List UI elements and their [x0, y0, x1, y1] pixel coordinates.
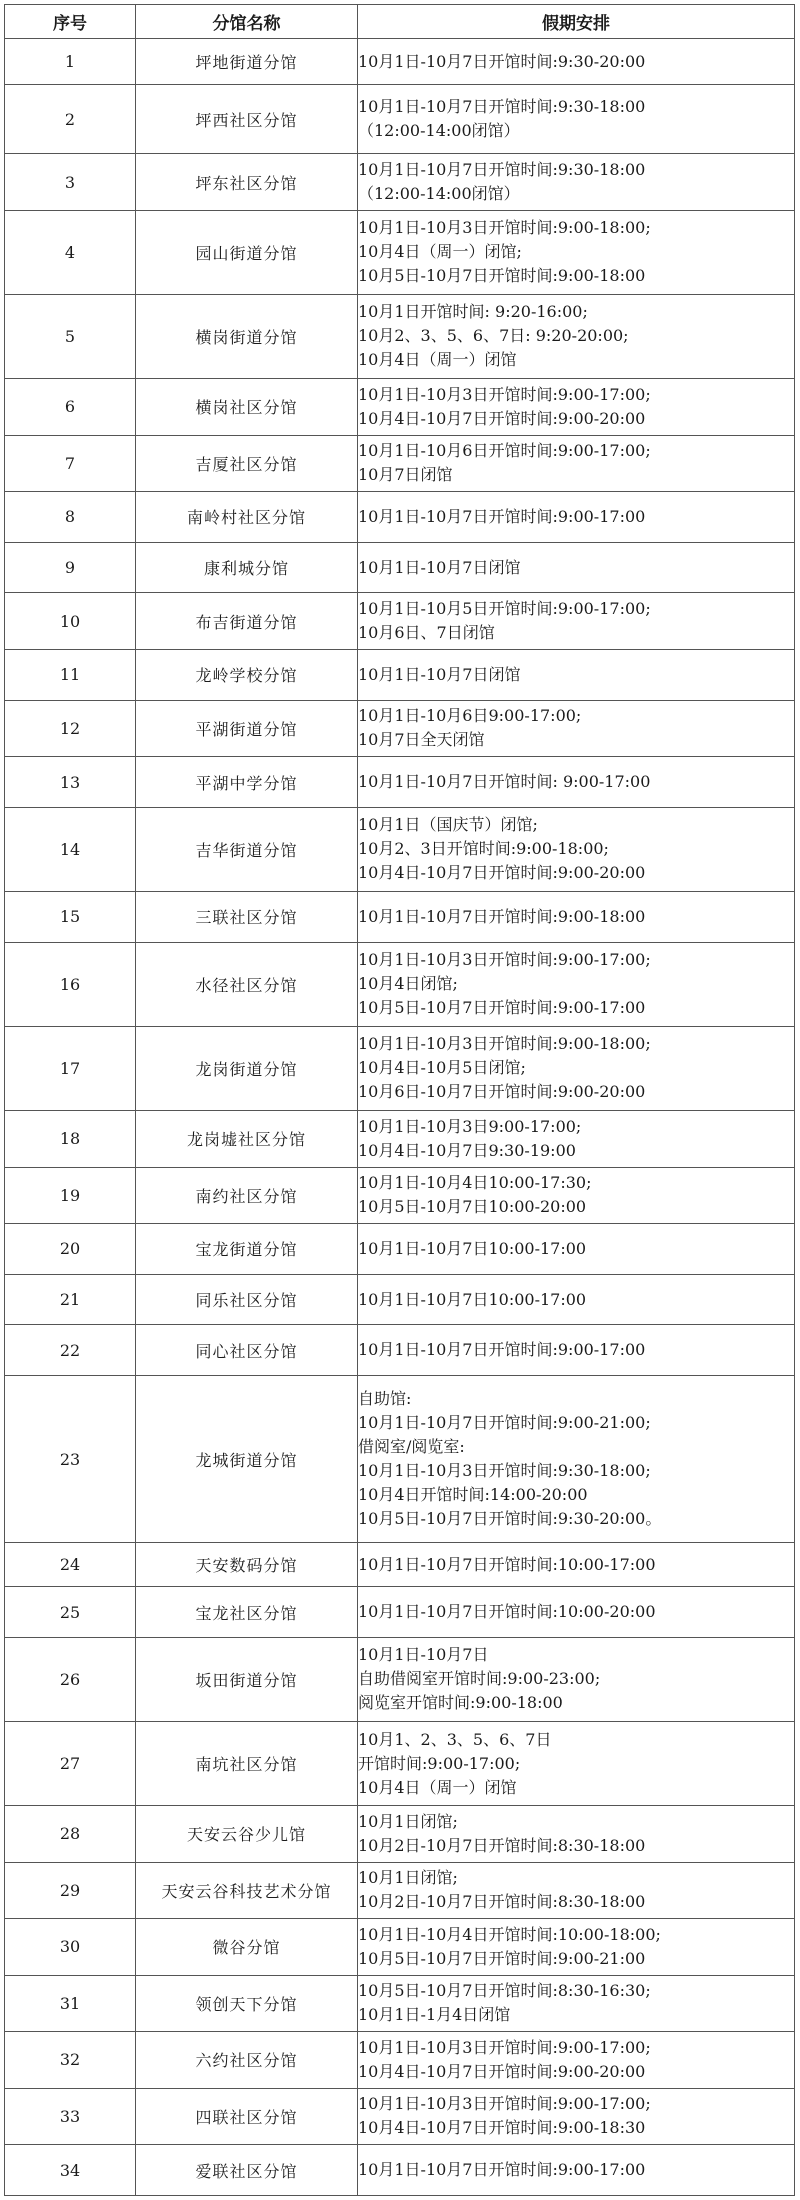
schedule-line: 10月1日-10月7日开馆时间:9:30-18:00: [358, 97, 646, 117]
holiday-schedule: [358, 1167, 795, 1223]
schedule-line: 10月4日（周一）闭馆;: [358, 242, 522, 262]
table-row: [5, 2088, 795, 2144]
row-number: 13: [5, 757, 136, 808]
schedule-line: 10月1日-10月3日开馆时间:9:00-17:00;: [358, 950, 651, 970]
branch-name: 南坑社区分馆: [136, 1722, 358, 1806]
holiday-schedule: [358, 294, 795, 378]
schedule-line: 10月1日（国庆节）闭馆;: [358, 815, 538, 835]
schedule-line: 10月1日-10月7日开馆时间:10:00-20:00: [358, 1602, 656, 1621]
table-row: [5, 942, 795, 1026]
row-number: 12: [5, 700, 136, 756]
row-number: 7: [5, 435, 136, 491]
table-row: [5, 1111, 795, 1167]
header-schedule: 假期安排: [358, 5, 795, 39]
table-row: [5, 1274, 795, 1325]
row-number: 8: [5, 492, 136, 543]
holiday-schedule: [358, 1111, 795, 1167]
schedule-line: 10月1日-10月7日开馆时间:9:00-17:00: [358, 1340, 646, 1360]
holiday-schedule: [358, 1325, 795, 1376]
branch-name: 龙岗街道分馆: [136, 1026, 358, 1110]
row-number: 24: [5, 1543, 136, 1587]
schedule-line: 借阅室/阅览室:: [358, 1437, 465, 1457]
schedule-line: 10月1日-10月4日开馆时间:10:00-18:00;: [358, 1924, 661, 1944]
table-row: [5, 700, 795, 756]
holiday-schedule: [358, 1543, 795, 1587]
holiday-schedule: [358, 542, 795, 593]
branch-name: 南约社区分馆: [136, 1167, 358, 1223]
schedule-line: 10月4日（周一）闭馆: [358, 350, 517, 370]
table-row: [5, 1919, 795, 1975]
schedule-line: 10月1日开馆时间: 9:20-16:00;: [358, 302, 588, 322]
holiday-schedule: [358, 1975, 795, 2031]
schedule-line: 10月1日-10月7日10:00-17:00: [358, 1238, 587, 1258]
schedule-line: 10月5日-10月7日开馆时间:9:00-21:00: [358, 1948, 646, 1968]
table-row: [5, 892, 795, 943]
schedule-line: 10月1日-10月3日开馆时间:9:30-18:00;: [358, 1461, 651, 1481]
row-number: 3: [5, 154, 136, 210]
branch-name: 宝龙社区分馆: [136, 1587, 358, 1638]
branch-name: 平湖街道分馆: [136, 700, 358, 756]
schedule-line: 10月2日-10月7日开馆时间:8:30-18:00: [358, 1835, 646, 1855]
branch-name: 水径社区分馆: [136, 942, 358, 1026]
holiday-schedule: [358, 2145, 795, 2196]
table-row: [5, 593, 795, 649]
table-row: [5, 85, 795, 154]
holiday-schedule: [358, 85, 795, 154]
schedule-line: 10月4日-10月7日开馆时间:9:00-18:30: [358, 2118, 646, 2138]
holiday-schedule: [358, 892, 795, 943]
branch-name: 吉厦社区分馆: [136, 435, 358, 491]
holiday-schedule: [358, 649, 795, 700]
schedule-line: 开馆时间:9:00-17:00;: [358, 1753, 521, 1773]
header-row: [5, 5, 795, 39]
schedule-line: 10月5日-10月7日开馆时间:8:30-16:30;: [358, 1981, 651, 2001]
table-row: [5, 1587, 795, 1638]
schedule-line: 10月1日闭馆;: [358, 1868, 458, 1888]
table-body: [5, 39, 795, 2196]
holiday-schedule: [358, 1862, 795, 1918]
schedule-line: 10月6日-10月7日开馆时间:9:00-20:00: [358, 1082, 646, 1102]
schedule-line: 自助馆:: [358, 1389, 412, 1409]
branch-name: 平湖中学分馆: [136, 757, 358, 808]
schedule-line: 10月1日-10月7日10:00-17:00: [358, 1289, 587, 1309]
row-number: 2: [5, 85, 136, 154]
schedule-line: 10月4日-10月5日闭馆;: [358, 1058, 526, 1078]
row-number: 30: [5, 1919, 136, 1975]
holiday-schedule: [358, 1587, 795, 1638]
holiday-schedule: [358, 154, 795, 210]
holiday-schedule: [358, 1026, 795, 1110]
row-number: 18: [5, 1111, 136, 1167]
branch-name: 天安云谷少儿馆: [136, 1806, 358, 1862]
table-row: [5, 1637, 795, 1721]
table-row: [5, 39, 795, 85]
branch-name: 吉华街道分馆: [136, 807, 358, 891]
schedule-line: 10月4日-10月7日9:30-19:00: [358, 1140, 576, 1160]
branch-name: 龙岭学校分馆: [136, 649, 358, 700]
row-number: 6: [5, 379, 136, 435]
table-row: [5, 1722, 795, 1806]
holiday-schedule: [358, 1919, 795, 1975]
schedule-line: 10月1日-10月7日开馆时间:9:30-20:00: [358, 51, 646, 71]
table-row: [5, 1167, 795, 1223]
schedule-line: 10月1日-10月3日9:00-17:00;: [358, 1116, 582, 1136]
schedule-line: 10月4日-10月7日开馆时间:9:00-20:00: [358, 2061, 646, 2081]
table-row: [5, 294, 795, 378]
schedule-line: 10月1日-10月7日开馆时间:9:00-21:00;: [358, 1413, 651, 1433]
table-row: [5, 492, 795, 543]
schedule-line: 10月2、3日开馆时间:9:00-18:00;: [358, 839, 609, 859]
table-row: [5, 1862, 795, 1918]
branch-name: 龙城街道分馆: [136, 1376, 358, 1543]
branch-name: 爱联社区分馆: [136, 2145, 358, 2196]
holiday-schedule: [358, 807, 795, 891]
row-number: 23: [5, 1376, 136, 1543]
row-number: 22: [5, 1325, 136, 1376]
table-row: [5, 1325, 795, 1376]
schedule-line: 10月5日-10月7日开馆时间:9:00-18:00: [358, 266, 646, 286]
row-number: 11: [5, 649, 136, 700]
schedule-line: 10月4日-10月7日开馆时间:9:00-20:00: [358, 863, 646, 883]
schedule-line: 10月7日全天闭馆: [358, 730, 485, 750]
holiday-schedule: [358, 942, 795, 1026]
row-number: 31: [5, 1975, 136, 2031]
schedule-line: 10月1日-10月7日开馆时间:9:00-17:00: [358, 2160, 646, 2180]
holiday-schedule: [358, 757, 795, 808]
table-row: [5, 807, 795, 891]
row-number: 16: [5, 942, 136, 1026]
holiday-schedule: [358, 1274, 795, 1325]
row-number: 29: [5, 1862, 136, 1918]
branch-name: 布吉街道分馆: [136, 593, 358, 649]
schedule-line: 10月1日-10月3日开馆时间:9:00-17:00;: [358, 2037, 651, 2057]
branch-name: 横岗街道分馆: [136, 294, 358, 378]
schedule-line: 10月1日-10月6日开馆时间:9:00-17:00;: [358, 441, 651, 461]
branch-name: 六约社区分馆: [136, 2032, 358, 2088]
table-row: [5, 1376, 795, 1543]
branch-name: 同心社区分馆: [136, 1325, 358, 1376]
schedule-line: 10月1日闭馆;: [358, 1811, 458, 1831]
schedule-line: 10月1日-10月7日开馆时间:9:00-17:00: [358, 506, 646, 526]
schedule-line: 10月4日（周一）闭馆: [358, 1777, 517, 1797]
schedule-line: 10月1日-10月3日开馆时间:9:00-17:00;: [358, 2094, 651, 2114]
branch-name: 天安云谷科技艺术分馆: [136, 1862, 358, 1918]
table-row: [5, 757, 795, 808]
row-number: 33: [5, 2088, 136, 2144]
branch-name: 三联社区分馆: [136, 892, 358, 943]
schedule-line: 10月2、3、5、6、7日: 9:20-20:00;: [358, 326, 629, 346]
branch-name: 四联社区分馆: [136, 2088, 358, 2144]
branch-name: 微谷分馆: [136, 1919, 358, 1975]
table-row: [5, 649, 795, 700]
schedule-line: 10月1日-10月7日开馆时间: 9:00-17:00: [358, 772, 651, 792]
row-number: 10: [5, 593, 136, 649]
row-number: 21: [5, 1274, 136, 1325]
branch-name: 横岗社区分馆: [136, 379, 358, 435]
schedule-line: 10月6日、7日闭馆: [358, 623, 495, 643]
row-number: 15: [5, 892, 136, 943]
row-number: 28: [5, 1806, 136, 1862]
branch-name: 领创天下分馆: [136, 1975, 358, 2031]
holiday-schedule: [358, 593, 795, 649]
row-number: 26: [5, 1637, 136, 1721]
header-name: 分馆名称: [136, 5, 358, 39]
schedule-line: 10月1日-10月3日开馆时间:9:00-17:00;: [358, 384, 651, 404]
holiday-schedule: [358, 2032, 795, 2088]
holiday-schedule-table: [4, 4, 795, 2196]
holiday-schedule: [358, 1376, 795, 1543]
holiday-schedule: [358, 379, 795, 435]
table-row: [5, 379, 795, 435]
row-number: 27: [5, 1722, 136, 1806]
branch-name: 坪东社区分馆: [136, 154, 358, 210]
row-number: 19: [5, 1167, 136, 1223]
holiday-schedule: [358, 1806, 795, 1862]
branch-name: 坪西社区分馆: [136, 85, 358, 154]
table-row: [5, 2145, 795, 2196]
schedule-line: 10月1日-10月7日开馆时间:9:00-18:00: [358, 906, 646, 926]
row-number: 4: [5, 210, 136, 294]
schedule-line: 10月1日-10月7日: [358, 1645, 489, 1665]
table-row: [5, 1224, 795, 1275]
schedule-line: 10月1日-10月7日闭馆: [358, 557, 521, 577]
schedule-line: 10月5日-10月7日10:00-20:00: [358, 1197, 587, 1217]
branch-name: 同乐社区分馆: [136, 1274, 358, 1325]
table-row: [5, 1806, 795, 1862]
schedule-line: 10月1日-10月6日9:00-17:00;: [358, 706, 582, 726]
branch-name: 龙岗墟社区分馆: [136, 1111, 358, 1167]
schedule-line: 10月4日开馆时间:14:00-20:00: [358, 1485, 588, 1505]
holiday-schedule: [358, 39, 795, 85]
schedule-line: 10月5日-10月7日开馆时间:9:00-17:00: [358, 998, 646, 1018]
branch-name: 宝龙街道分馆: [136, 1224, 358, 1275]
holiday-schedule: [358, 2088, 795, 2144]
row-number: 20: [5, 1224, 136, 1275]
row-number: 17: [5, 1026, 136, 1110]
schedule-line: 10月1日-10月5日开馆时间:9:00-17:00;: [358, 599, 651, 619]
branch-name: 坪地街道分馆: [136, 39, 358, 85]
holiday-schedule: [358, 700, 795, 756]
schedule-line: （12:00-14:00闭馆）: [358, 184, 520, 203]
schedule-line: 10月1日-10月4日10:00-17:30;: [358, 1173, 592, 1193]
holiday-schedule: [358, 1224, 795, 1275]
table-row: [5, 2032, 795, 2088]
branch-name: 坂田街道分馆: [136, 1637, 358, 1721]
schedule-line: 10月5日-10月7日开馆时间:9:30-20:00。: [358, 1509, 662, 1529]
branch-name: 康利城分馆: [136, 542, 358, 593]
table-row: [5, 210, 795, 294]
row-number: 25: [5, 1587, 136, 1638]
schedule-line: 10月1日-10月3日开馆时间:9:00-18:00;: [358, 218, 651, 238]
schedule-line: 10月1日-10月7日开馆时间:10:00-17:00: [358, 1554, 656, 1574]
schedule-line: 10月2日-10月7日开馆时间:8:30-18:00: [358, 1892, 646, 1912]
branch-name: 南岭村社区分馆: [136, 492, 358, 543]
schedule-line: 自助借阅室开馆时间:9:00-23:00;: [358, 1669, 601, 1689]
schedule-line: 10月1日-10月3日开馆时间:9:00-18:00;: [358, 1034, 651, 1054]
holiday-schedule: [358, 1637, 795, 1721]
holiday-schedule: [358, 492, 795, 543]
schedule-line: 10月1、2、3、5、6、7日: [358, 1729, 552, 1749]
row-number: 9: [5, 542, 136, 593]
schedule-line: 10月4日闭馆;: [358, 974, 458, 994]
schedule-line: 10月7日闭馆: [358, 465, 453, 485]
table-row: [5, 1543, 795, 1587]
schedule-line: 10月1日-1月4日闭馆: [358, 2005, 511, 2025]
schedule-line: （12:00-14:00闭馆）: [358, 121, 520, 141]
table-row: [5, 1026, 795, 1110]
schedule-line: 10月1日-10月7日开馆时间:9:30-18:00: [358, 160, 646, 179]
table-row: [5, 154, 795, 210]
holiday-schedule: [358, 435, 795, 491]
schedule-line: 10月4日-10月7日开馆时间:9:00-20:00: [358, 408, 646, 428]
schedule-line: 阅览室开馆时间:9:00-18:00: [358, 1693, 563, 1713]
row-number: 32: [5, 2032, 136, 2088]
table-row: [5, 1975, 795, 2031]
header-no: 序号: [5, 5, 136, 39]
table-row: [5, 435, 795, 491]
holiday-schedule: [358, 1722, 795, 1806]
branch-name: 天安数码分馆: [136, 1543, 358, 1587]
branch-name: 园山街道分馆: [136, 210, 358, 294]
schedule-line: 10月1日-10月7日闭馆: [358, 664, 521, 684]
row-number: 5: [5, 294, 136, 378]
row-number: 14: [5, 807, 136, 891]
holiday-schedule: [358, 210, 795, 294]
table-row: [5, 542, 795, 593]
row-number: 34: [5, 2145, 136, 2196]
row-number: 1: [5, 39, 136, 85]
